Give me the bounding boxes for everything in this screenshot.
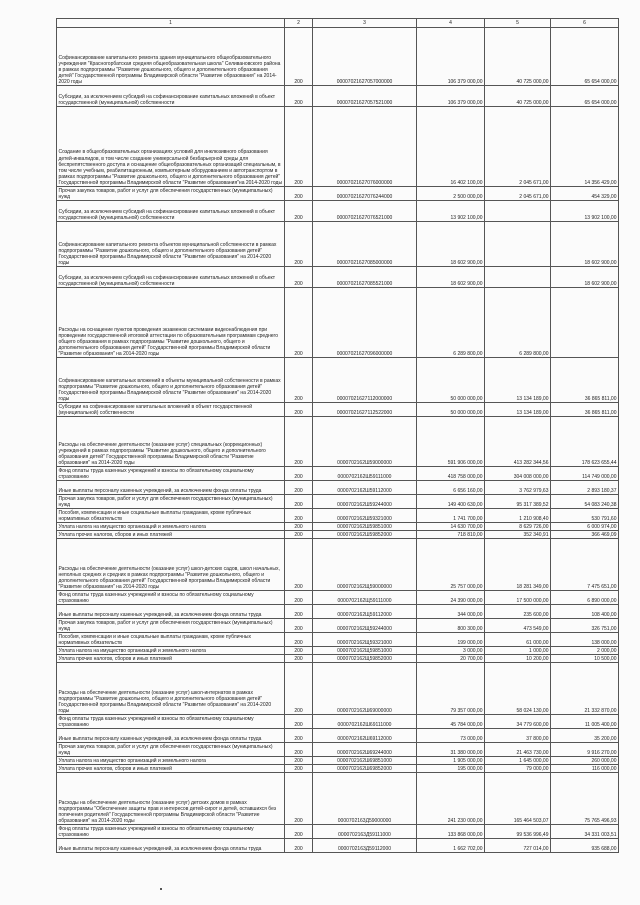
row-line-code: 200	[285, 222, 313, 267]
row-unexecuted-amount: 14 356 429,00	[551, 107, 619, 187]
row-unexecuted-amount: 530 791,60	[551, 509, 619, 523]
row-line-code: 200	[285, 765, 313, 773]
row-unexecuted-amount: 36 865 811,00	[551, 403, 619, 417]
row-unexecuted-amount: 13 902 100,00	[551, 201, 619, 222]
column-number: 4	[417, 19, 485, 28]
row-line-code: 200	[285, 647, 313, 655]
row-name: Прочая закупка товаров, работ и услуг для обеспечения государственных (муниципальных) нужд	[57, 187, 285, 201]
row-approved-amount: 79 357 000,00	[417, 663, 485, 715]
row-unexecuted-amount: 116 000,00	[551, 765, 619, 773]
row-unexecuted-amount: 138 000,00	[551, 633, 619, 647]
row-approved-amount: 20 700,00	[417, 655, 485, 663]
row-name: Фонд оплаты труда казенных учреждений и взносы по обязательному социальному страхованию	[57, 591, 285, 605]
row-approved-amount: 18 602 900,00	[417, 222, 485, 267]
table-row	[57, 467, 619, 481]
row-line-code: 200	[285, 417, 313, 467]
row-line-code: 200	[285, 107, 313, 187]
row-budget-code: 00007021627112000000	[313, 358, 417, 403]
row-unexecuted-amount: 6 890 000,00	[551, 591, 619, 605]
row-budget-code: 0000702162Щ59321000	[313, 633, 417, 647]
row-approved-amount: 24 390 000,00	[417, 591, 485, 605]
row-line-code: 200	[285, 28, 313, 86]
row-name: Уплата налога на имущество организаций и земельного налога	[57, 647, 285, 655]
row-budget-code: 0000702162Ш59000000	[313, 417, 417, 467]
row-executed-amount: 413 282 344,56	[485, 417, 551, 467]
row-name: Уплата прочих налогов, сборов и иных платежей	[57, 765, 285, 773]
row-budget-code: 0000702162Ш69000000	[313, 663, 417, 715]
row-line-code: 200	[285, 633, 313, 647]
row-approved-amount: 106 379 000,00	[417, 28, 485, 86]
row-executed-amount	[485, 267, 551, 288]
column-number-row	[57, 19, 619, 28]
table-row	[57, 267, 619, 288]
row-budget-code: 00007021627076244000	[313, 187, 417, 201]
row-budget-code: 00007021627057521000	[313, 86, 417, 107]
row-executed-amount: 1 210 908,40	[485, 509, 551, 523]
row-executed-amount: 17 500 000,00	[485, 591, 551, 605]
column-number: 2	[285, 19, 313, 28]
row-line-code: 200	[285, 743, 313, 757]
row-approved-amount: 6 656 160,00	[417, 481, 485, 495]
table-row	[57, 481, 619, 495]
table-row	[57, 201, 619, 222]
row-budget-code: 0000702162Ш69112000	[313, 729, 417, 743]
row-approved-amount: 718 810,00	[417, 531, 485, 539]
row-budget-code: 0000702162Ш59112000	[313, 481, 417, 495]
row-executed-amount: 37 800,00	[485, 729, 551, 743]
row-line-code: 200	[285, 509, 313, 523]
row-line-code: 200	[285, 591, 313, 605]
table-row	[57, 531, 619, 539]
row-approved-amount: 199 000,00	[417, 633, 485, 647]
row-executed-amount: 95 317 389,52	[485, 495, 551, 509]
row-budget-code: 0000702163Д59111000	[313, 825, 417, 839]
row-executed-amount: 2 045 671,00	[485, 187, 551, 201]
row-executed-amount: 1 645 000,00	[485, 757, 551, 765]
row-line-code: 200	[285, 495, 313, 509]
row-executed-amount: 13 134 189,00	[485, 358, 551, 403]
row-approved-amount: 3 000,00	[417, 647, 485, 655]
row-line-code: 200	[285, 267, 313, 288]
scan-speck	[160, 888, 162, 890]
row-executed-amount: 3 762 979,63	[485, 481, 551, 495]
row-budget-code: 00007021627085000000	[313, 222, 417, 267]
row-budget-code: 0000702162Ш69851000	[313, 757, 417, 765]
row-name: Пособия, компенсации и иные социальные выплаты гражданам, кроме публичных нормативных обязательств	[57, 633, 285, 647]
row-executed-amount: 21 463 730,00	[485, 743, 551, 757]
row-name: Фонд оплаты труда казенных учреждений и взносы по обязательному социальному страхованию	[57, 715, 285, 729]
table-row	[57, 633, 619, 647]
row-budget-code: 0000702162Щ59244000	[313, 619, 417, 633]
row-executed-amount: 235 600,00	[485, 605, 551, 619]
row-approved-amount: 1 662 702,00	[417, 839, 485, 853]
row-budget-code: 0000702162Ш59244000	[313, 495, 417, 509]
row-name: Расходы на обеспечение деятельности (оказание услуг) детских домов в рамках подпрограммы "Обеспечение защиты прав и интересов детей-сирот и детей, оставшихся без попечения родителей" Государственной программы Владимирской области "Развитие образования" на 2014-2020 годы	[57, 773, 285, 825]
row-executed-amount	[485, 222, 551, 267]
row-unexecuted-amount: 34 331 003,51	[551, 825, 619, 839]
row-approved-amount: 18 602 900,00	[417, 267, 485, 288]
row-name: Пособия, компенсации и иные социальные выплаты гражданам, кроме публичных нормативных обязательств	[57, 509, 285, 523]
row-executed-amount: 61 000,00	[485, 633, 551, 647]
row-approved-amount: 31 380 000,00	[417, 743, 485, 757]
table-row	[57, 523, 619, 531]
row-budget-code: 0000702162Щ59852000	[313, 655, 417, 663]
row-unexecuted-amount: 6 000 974,00	[551, 523, 619, 531]
table-row	[57, 729, 619, 743]
row-executed-amount: 99 536 996,49	[485, 825, 551, 839]
row-executed-amount: 34 779 600,00	[485, 715, 551, 729]
row-unexecuted-amount: 65 654 000,00	[551, 86, 619, 107]
row-unexecuted-amount: 454 329,00	[551, 187, 619, 201]
row-budget-code: 0000702162Щ59112000	[313, 605, 417, 619]
row-line-code: 200	[285, 481, 313, 495]
row-executed-amount: 6 289 800,00	[485, 288, 551, 358]
row-approved-amount: 591 906 000,00	[417, 417, 485, 467]
row-executed-amount: 2 045 671,00	[485, 107, 551, 187]
row-name: Субсидии, за исключением субсидий на софинансирование капитальных вложений в объект государственной (муниципальной) собственности	[57, 267, 285, 288]
row-executed-amount: 18 281 349,00	[485, 539, 551, 591]
row-budget-code: 0000702162Ш59111000	[313, 467, 417, 481]
column-number: 1	[57, 19, 285, 28]
row-line-code: 200	[285, 523, 313, 531]
row-line-code: 200	[285, 288, 313, 358]
row-name: Уплата налога на имущество организаций и земельного налога	[57, 523, 285, 531]
row-unexecuted-amount: 35 200,00	[551, 729, 619, 743]
row-executed-amount: 473 549,00	[485, 619, 551, 633]
column-number: 5	[485, 19, 551, 28]
table-row	[57, 509, 619, 523]
budget-execution-table	[56, 18, 619, 853]
row-approved-amount: 16 402 100,00	[417, 107, 485, 187]
row-approved-amount: 344 000,00	[417, 605, 485, 619]
table-row	[57, 663, 619, 715]
row-name: Софинансирование капитальных вложений в объекты муниципальной собственности в рамках подпрограммы "Развитие дошкольного, общего и дополнительного образования детей" Государственной программы Владимирской области "Развитие образования" на 2014-2020 годы	[57, 358, 285, 403]
table-row	[57, 715, 619, 729]
table-body	[57, 28, 619, 853]
table-row	[57, 107, 619, 187]
row-name: Уплата прочих налогов, сборов и иных платежей	[57, 531, 285, 539]
row-unexecuted-amount: 7 475 651,00	[551, 539, 619, 591]
row-name: Фонд оплаты труда казенных учреждений и взносы по обязательному социальному страхованию	[57, 467, 285, 481]
row-line-code: 200	[285, 655, 313, 663]
row-line-code: 200	[285, 358, 313, 403]
column-number: 6	[551, 19, 619, 28]
table-row	[57, 619, 619, 633]
row-unexecuted-amount: 18 602 900,00	[551, 267, 619, 288]
row-approved-amount: 50 000 000,00	[417, 403, 485, 417]
row-line-code: 200	[285, 467, 313, 481]
row-budget-code: 00007021627076000000	[313, 107, 417, 187]
row-name: Иные выплаты персоналу казенных учреждений, за исключением фонда оплаты труда	[57, 839, 285, 853]
row-budget-code: 00007021627057000000	[313, 28, 417, 86]
row-line-code: 200	[285, 839, 313, 853]
row-name: Уплата прочих налогов, сборов и иных платежей	[57, 655, 285, 663]
table-row	[57, 605, 619, 619]
row-unexecuted-amount: 2 893 180,37	[551, 481, 619, 495]
row-name: Субсидии, за исключением субсидий на софинансирование капитальных вложений в объект государственной (муниципальной) собственности	[57, 201, 285, 222]
table-row	[57, 825, 619, 839]
row-name: Фонд оплаты труда казенных учреждений и взносы по обязательному социальному страхованию	[57, 825, 285, 839]
row-budget-code: 00007021627076521000	[313, 201, 417, 222]
row-executed-amount: 165 464 503,07	[485, 773, 551, 825]
row-approved-amount: 241 230 000,00	[417, 773, 485, 825]
row-line-code: 200	[285, 715, 313, 729]
row-unexecuted-amount: 10 500,00	[551, 655, 619, 663]
table-row	[57, 773, 619, 825]
row-budget-code: 0000702162Щ59000000	[313, 539, 417, 591]
row-executed-amount: 79 000,00	[485, 765, 551, 773]
row-executed-amount: 352 340,91	[485, 531, 551, 539]
row-name: Субсидии, за исключением субсидий на софинансирование капитальных вложений в объект государственной (муниципальной) собственности	[57, 86, 285, 107]
row-budget-code: 0000702162Ш59852000	[313, 531, 417, 539]
row-unexecuted-amount: 65 654 000,00	[551, 28, 619, 86]
row-approved-amount: 25 757 000,00	[417, 539, 485, 591]
row-unexecuted-amount: 9 916 270,00	[551, 743, 619, 757]
row-executed-amount: 8 629 726,00	[485, 523, 551, 531]
row-unexecuted-amount: 366 469,09	[551, 531, 619, 539]
row-name: Иные выплаты персоналу казенных учреждений, за исключением фонда оплаты труда	[57, 729, 285, 743]
row-approved-amount: 45 784 000,00	[417, 715, 485, 729]
table-row	[57, 655, 619, 663]
row-unexecuted-amount	[551, 288, 619, 358]
row-unexecuted-amount: 178 623 655,44	[551, 417, 619, 467]
row-budget-code: 0000702162Ш59851000	[313, 523, 417, 531]
row-budget-code: 0000702163Д59112000	[313, 839, 417, 853]
table-row	[57, 757, 619, 765]
row-approved-amount: 13 902 100,00	[417, 201, 485, 222]
row-name: Расходы на обеспечение деятельности (оказание услуг) школ-детских садов, школ начальных, неполных средних и средних в рамках подпрограммы "Развитие дошкольного, общего и дополнительного образования детей" Государственной программы Владимирской области "Развитие образования" на 2014-2020 годы	[57, 539, 285, 591]
row-line-code: 200	[285, 773, 313, 825]
row-unexecuted-amount: 326 751,00	[551, 619, 619, 633]
row-budget-code: 00007021627085521000	[313, 267, 417, 288]
row-executed-amount: 304 008 000,00	[485, 467, 551, 481]
table-row	[57, 495, 619, 509]
row-budget-code: 00007021627112522000	[313, 403, 417, 417]
table-row	[57, 187, 619, 201]
row-budget-code: 0000702162Щ59851000	[313, 647, 417, 655]
row-name: Расходы на обеспечение деятельности (оказание услуг) школ-интернатов в рамках подпрограммы "Развитие дошкольного, общего и дополнительного образования детей" Государственной программы Владимирской области "Развитие образования" на 2014-2020 годы	[57, 663, 285, 715]
row-line-code: 200	[285, 825, 313, 839]
row-line-code: 200	[285, 86, 313, 107]
row-unexecuted-amount: 54 083 240,38	[551, 495, 619, 509]
table-row	[57, 417, 619, 467]
row-approved-amount: 50 000 000,00	[417, 358, 485, 403]
row-unexecuted-amount: 260 000,00	[551, 757, 619, 765]
row-line-code: 200	[285, 539, 313, 591]
row-line-code: 200	[285, 201, 313, 222]
row-name: Прочая закупка товаров, работ и услуг для обеспечения государственных (муниципальных) нужд	[57, 743, 285, 757]
row-executed-amount: 58 024 130,00	[485, 663, 551, 715]
row-unexecuted-amount: 114 749 000,00	[551, 467, 619, 481]
row-budget-code: 0000702162Ш69111000	[313, 715, 417, 729]
row-unexecuted-amount: 935 688,00	[551, 839, 619, 853]
row-unexecuted-amount: 11 005 400,00	[551, 715, 619, 729]
row-line-code: 200	[285, 403, 313, 417]
row-budget-code: 0000702162Ш59321000	[313, 509, 417, 523]
table-row	[57, 839, 619, 853]
row-executed-amount: 13 134 189,00	[485, 403, 551, 417]
table-row	[57, 591, 619, 605]
row-line-code: 200	[285, 187, 313, 201]
table-row	[57, 288, 619, 358]
row-budget-code: 0000702163Д59000000	[313, 773, 417, 825]
row-unexecuted-amount: 21 332 870,00	[551, 663, 619, 715]
row-name: Прочая закупка товаров, работ и услуг для обеспечения государственных (муниципальных) нужд	[57, 619, 285, 633]
row-line-code: 200	[285, 619, 313, 633]
row-line-code: 200	[285, 729, 313, 743]
row-unexecuted-amount: 108 400,00	[551, 605, 619, 619]
row-approved-amount: 106 379 000,00	[417, 86, 485, 107]
row-line-code: 200	[285, 663, 313, 715]
row-budget-code: 0000702162Ш69244000	[313, 743, 417, 757]
row-approved-amount: 149 400 630,00	[417, 495, 485, 509]
row-name: Прочая закупка товаров, работ и услуг для обеспечения государственных (муниципальных) нужд	[57, 495, 285, 509]
table-row	[57, 647, 619, 655]
column-number: 3	[313, 19, 417, 28]
row-line-code: 200	[285, 531, 313, 539]
row-name: Уплата налога на имущество организаций и земельного налога	[57, 757, 285, 765]
row-name: Софинансирование капитального ремонта объектов муниципальной собственности в рамках подпрограммы "Развитие дошкольного, общего и дополнительного образования детей" Государственной программы Владимирской области "Развитие образования" на 2014-2020 годы	[57, 222, 285, 267]
row-name: Иные выплаты персоналу казенных учреждений, за исключением фонда оплаты труда	[57, 481, 285, 495]
row-approved-amount: 195 000,00	[417, 765, 485, 773]
table-row	[57, 358, 619, 403]
row-unexecuted-amount: 18 602 900,00	[551, 222, 619, 267]
row-approved-amount: 1 741 700,00	[417, 509, 485, 523]
table-row	[57, 765, 619, 773]
row-approved-amount: 73 000,00	[417, 729, 485, 743]
row-unexecuted-amount: 75 765 496,93	[551, 773, 619, 825]
row-unexecuted-amount: 36 865 811,00	[551, 358, 619, 403]
row-approved-amount: 1 905 000,00	[417, 757, 485, 765]
table-row	[57, 222, 619, 267]
row-name: Расходы на оснащение пунктов проведения экзаменов системами видеонаблюдения при проведении государственной итоговой аттестации по образовательным программам среднего общего образования в рамках подпрограммы "Развитие дошкольного, общего и дополнительного образования детей" Государственной программы Владимирской области "Развитие образования" на 2014-2020 годы	[57, 288, 285, 358]
row-name: Субсидии на софинансирование капитальных вложений в объект государственной (муниципальной) собственности	[57, 403, 285, 417]
row-line-code: 200	[285, 757, 313, 765]
row-executed-amount: 1 000,00	[485, 647, 551, 655]
table-row	[57, 86, 619, 107]
row-executed-amount: 40 725 000,00	[485, 86, 551, 107]
row-name: Софинансирование капитального ремонта здания муниципального общеобразовательного учреждения "Красногорбатская средняя общеобразовательная школа" Селивановского района в рамках подпрограммы "Развитие дошкольного, общего и дополнительного образования детей" Государственной программы Владимирской области "Развитие образования" на 2014-2020 годы	[57, 28, 285, 86]
row-line-code: 200	[285, 605, 313, 619]
row-approved-amount: 133 868 000,00	[417, 825, 485, 839]
table-row	[57, 539, 619, 591]
row-approved-amount: 6 289 800,00	[417, 288, 485, 358]
row-name: Расходы на обеспечение деятельности (оказание услуг) специальных (коррекционных) учреждений в рамках подпрограммы "Развитие дошкольного, общего и дополнительного образования детей" Государственной программы Владимирской области "Развитие образования" на 2014-2020 годы	[57, 417, 285, 467]
table-row	[57, 403, 619, 417]
row-approved-amount: 2 500 000,00	[417, 187, 485, 201]
row-name: Иные выплаты персоналу казенных учреждений, за исключением фонда оплаты труда	[57, 605, 285, 619]
row-unexecuted-amount: 2 000,00	[551, 647, 619, 655]
row-budget-code: 00007021627096000000	[313, 288, 417, 358]
row-budget-code: 0000702162Ш69852000	[313, 765, 417, 773]
row-executed-amount: 727 014,00	[485, 839, 551, 853]
row-executed-amount: 40 725 000,00	[485, 28, 551, 86]
row-name: Создание в общеобразовательных организациях условий для инклюзивного образования детей-инвалидов, в том числе создание универсальной безбарьерной среды для беспрепятственного доступа и оснащение общеобразовательных организаций специальным, в том числе учебным, реабилитационным, компьютерным оборудованием и автотранспортом в рамках подпрограммы "Развитие дошкольного, общего и дополнительного образования детей" Государственной программы Владимирской области "Развитие образования"на 2014-2020 годы	[57, 107, 285, 187]
row-approved-amount: 14 630 700,00	[417, 523, 485, 531]
row-approved-amount: 800 300,00	[417, 619, 485, 633]
row-approved-amount: 418 758 000,00	[417, 467, 485, 481]
row-executed-amount: 10 200,00	[485, 655, 551, 663]
table-row	[57, 743, 619, 757]
row-executed-amount	[485, 201, 551, 222]
table-row	[57, 28, 619, 86]
row-budget-code: 0000702162Щ59111000	[313, 591, 417, 605]
